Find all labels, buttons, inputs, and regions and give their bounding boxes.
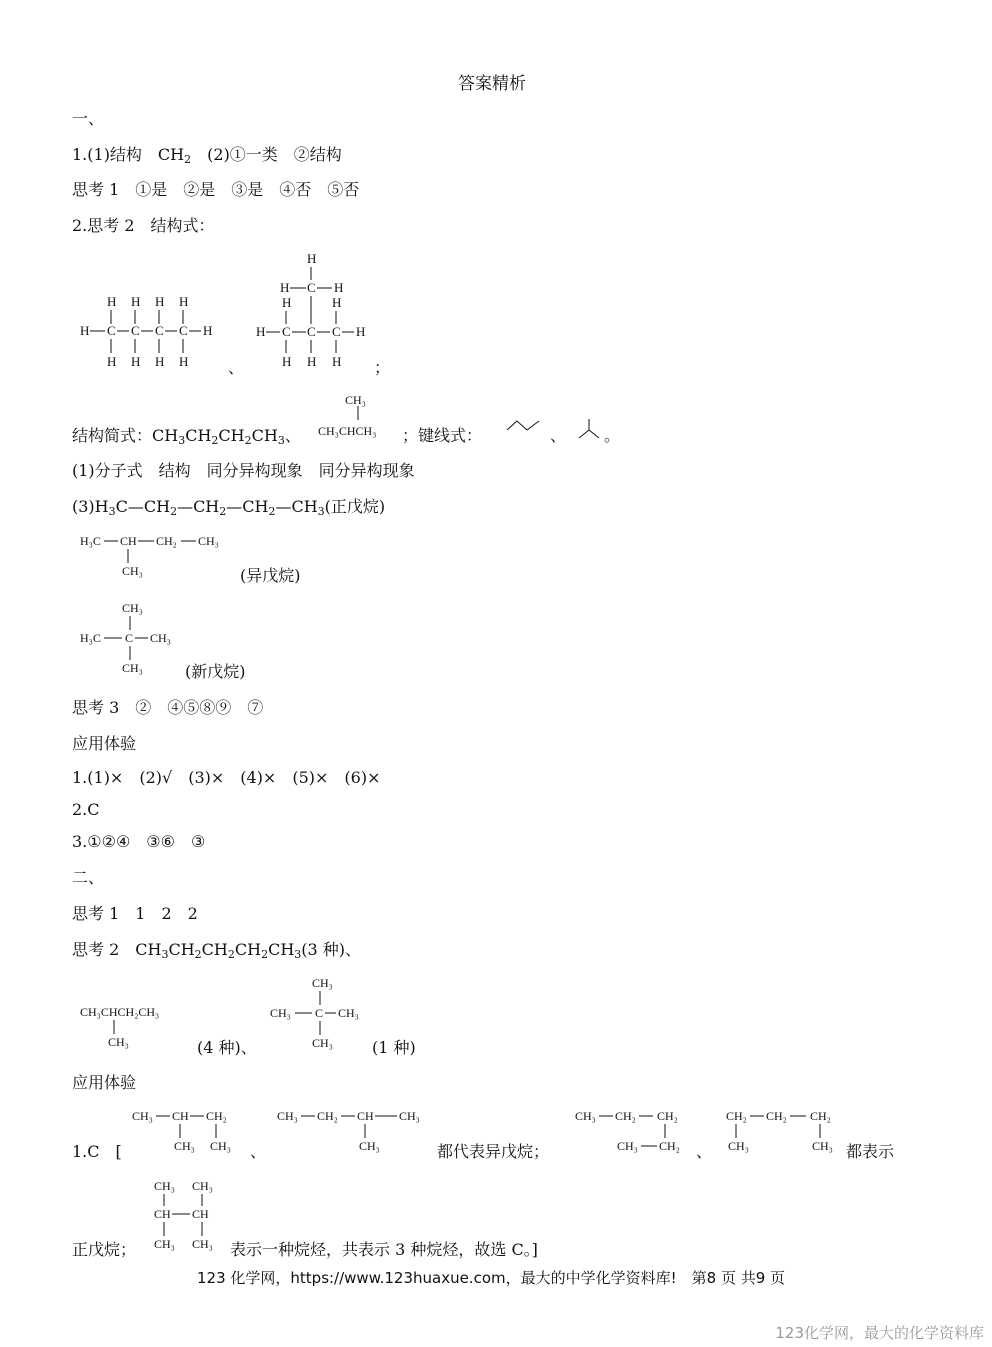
- s2-application-heading: 应用体验: [72, 1073, 137, 1092]
- svg-text:CH₂: CH₂: [726, 1109, 747, 1123]
- svg-text:CH₂: CH₂: [615, 1109, 636, 1123]
- isobutane-condensed-top: CH₃: [345, 393, 366, 407]
- svg-text:H: H: [155, 354, 165, 369]
- svg-text:CH₃: CH₃: [338, 1006, 359, 1020]
- svg-text:H: H: [131, 354, 141, 369]
- neopentane-condensed: [268, 972, 378, 1052]
- answer-q3: $(3)H_3C—CH_2—CH_2—CH_2—CH_3$(正戊烷): [72, 497, 386, 518]
- think-1: 思考 1 ①是 ②是 ③是 ④否 ⑤否: [72, 180, 360, 199]
- svg-text:H: H: [179, 294, 189, 309]
- svg-text:H: H: [282, 295, 292, 310]
- separator: ；: [374, 358, 391, 377]
- isopentane-conclusion: 都代表异戊烷；: [437, 1142, 550, 1161]
- svg-text:H: H: [179, 354, 189, 369]
- svg-text:H: H: [107, 294, 117, 309]
- svg-text:CH₂: CH₂: [810, 1109, 831, 1123]
- svg-text:CH₃: CH₃: [359, 1139, 380, 1153]
- svg-text:H: H: [203, 323, 213, 338]
- isopentane-structure: [78, 530, 238, 580]
- svg-text:H: H: [155, 294, 165, 309]
- svg-text:CH₂: CH₂: [766, 1109, 787, 1123]
- think-2: 2.思考 2 结构式：: [72, 216, 215, 235]
- svg-text:CH₃: CH₃: [312, 1036, 333, 1050]
- svg-text:H: H: [131, 294, 141, 309]
- svg-text:CH₃: CH₃: [728, 1139, 749, 1153]
- n-butane-skeletal: [505, 418, 541, 434]
- application-answer-2: 2.C: [72, 800, 100, 819]
- svg-text:H₃C: H₃C: [80, 631, 101, 645]
- svg-text:CH₂: CH₂: [156, 534, 177, 548]
- svg-text:C: C: [315, 1006, 324, 1020]
- svg-text:H: H: [332, 295, 342, 310]
- answer-end: 表示一种烷烃，共表示 3 种烷烃，故选 C。]: [230, 1240, 538, 1259]
- svg-text:H: H: [282, 354, 292, 369]
- answer-q1: (1)分子式 结构 同分异构现象 同分异构现象: [72, 461, 415, 480]
- isobutane-structural-formula: [250, 250, 380, 370]
- svg-text:H: H: [307, 354, 317, 369]
- isobutane-condensed-main: CH₃CHCH₃: [318, 424, 377, 438]
- svg-text:H: H: [356, 324, 366, 339]
- section-one-heading: 一、: [72, 109, 105, 128]
- s2-think-2: 思考 2 $CH_3CH_2CH_2CH_2CH_3(3$ 种)、: [72, 940, 362, 961]
- svg-text:CH₃: CH₃: [174, 1139, 195, 1153]
- isopentane-label: (异戊烷): [240, 566, 301, 585]
- svg-text:CH: CH: [172, 1109, 189, 1123]
- n-pentane-variant-1: [573, 1102, 693, 1157]
- n-butane-structural-formula: [75, 290, 225, 370]
- svg-text:C: C: [307, 324, 316, 339]
- think-3: 思考 3 ② ④⑤⑧⑨ ⑦: [72, 698, 264, 717]
- separator: 、: [696, 1142, 713, 1161]
- svg-text:CH: CH: [192, 1207, 209, 1221]
- watermark: 123化学网，最大的化学资料库: [775, 1324, 984, 1342]
- svg-text:C: C: [179, 323, 188, 338]
- page-title: 答案精析: [458, 74, 526, 94]
- svg-text:CH: CH: [154, 1207, 171, 1221]
- neopentane-label: (新戊烷): [185, 662, 246, 681]
- svg-text:CH₃: CH₃: [812, 1139, 833, 1153]
- separator: 、: [228, 358, 245, 377]
- skeletal-label: ；键线式：: [402, 426, 483, 445]
- svg-text:CH₃: CH₃: [210, 1139, 231, 1153]
- svg-text:CH₃: CH₃: [154, 1179, 175, 1193]
- svg-text:H₃C: H₃C: [80, 534, 101, 548]
- n-pentane-variant-2: [724, 1102, 844, 1157]
- separator: 、: [250, 1142, 267, 1161]
- svg-text:H: H: [107, 354, 117, 369]
- svg-text:CH₃: CH₃: [122, 601, 143, 615]
- svg-text:C: C: [131, 323, 140, 338]
- svg-text:C: C: [125, 631, 134, 645]
- svg-text:CH₃: CH₃: [399, 1109, 420, 1123]
- svg-text:CH₃: CH₃: [192, 1237, 213, 1251]
- svg-text:C: C: [307, 280, 316, 295]
- isopentane-variant-3: [150, 1172, 230, 1257]
- svg-text:CH₂: CH₂: [657, 1109, 678, 1123]
- svg-text:CH₃: CH₃: [192, 1179, 213, 1193]
- svg-text:C: C: [107, 323, 116, 338]
- svg-text:CH₃: CH₃: [617, 1139, 638, 1153]
- s2-answer-prefix: 1.C [: [72, 1142, 122, 1161]
- answer-line-1: 1.(1)结构 $CH_2$ (2)①一类 ②结构: [72, 145, 342, 166]
- svg-text:CH₂: CH₂: [659, 1139, 680, 1153]
- svg-text:H: H: [256, 324, 266, 339]
- svg-text:CH: CH: [357, 1109, 374, 1123]
- svg-text:CH₃: CH₃: [150, 631, 171, 645]
- neopentane-structure: [78, 598, 188, 678]
- svg-text:C: C: [282, 324, 291, 339]
- isopentane-condensed: [78, 1000, 198, 1050]
- svg-text:CH₃: CH₃: [198, 534, 219, 548]
- svg-text:CH₃: CH₃: [132, 1109, 153, 1123]
- svg-text:CH₃: CH₃: [154, 1237, 175, 1251]
- svg-text:CH₃: CH₃: [270, 1006, 291, 1020]
- svg-text:CH₃: CH₃: [575, 1109, 596, 1123]
- isopentane-variant-2: [275, 1102, 435, 1157]
- svg-text:CH: CH: [120, 534, 137, 548]
- application-heading: 应用体验: [72, 734, 137, 753]
- isopentane-count: (4 种)、: [197, 1038, 257, 1057]
- section-two-heading: 二、: [72, 868, 105, 887]
- isobutane-skeletal: [576, 418, 602, 440]
- svg-text:CH₂: CH₂: [317, 1109, 338, 1123]
- svg-text:H: H: [307, 251, 317, 266]
- svg-text:H: H: [332, 354, 342, 369]
- svg-text:CH₃: CH₃: [277, 1109, 298, 1123]
- svg-text:C: C: [155, 323, 164, 338]
- svg-text:CH₃CHCH₂CH₃: CH₃CHCH₂CH₃: [80, 1005, 160, 1019]
- n-pentane-conclusion: 都表示: [846, 1142, 895, 1161]
- svg-text:CH₃: CH₃: [108, 1035, 129, 1049]
- svg-text:H: H: [80, 323, 90, 338]
- period: 。: [604, 426, 621, 445]
- svg-text:CH₂: CH₂: [206, 1109, 227, 1123]
- separator: 、: [550, 426, 567, 445]
- svg-text:CH₃: CH₃: [122, 564, 143, 578]
- s2-think-1: 思考 1 1 2 2: [72, 904, 198, 923]
- application-answer-3: 3.①②④ ③⑥ ③: [72, 832, 206, 851]
- application-answer-1: 1.(1)× (2)√ (3)× (4)× (5)× (6)×: [72, 768, 381, 787]
- neopentane-count: (1 种): [372, 1038, 416, 1057]
- page-footer: 123 化学网，https://www.123huaxue.com，最大的中学化学资料库! 第8 页 共9 页: [197, 1269, 786, 1287]
- isopentane-variant-1: [130, 1102, 250, 1157]
- n-pentane-conclusion-2: 正戊烷；: [72, 1240, 137, 1259]
- condensed-formula-line: 结构简式：$CH_3CH_2CH_2CH_3$、: [72, 426, 301, 447]
- svg-text:C: C: [332, 324, 341, 339]
- svg-text:H: H: [280, 280, 290, 295]
- svg-text:H: H: [334, 280, 344, 295]
- svg-text:CH₃: CH₃: [312, 976, 333, 990]
- svg-text:CH₃: CH₃: [122, 661, 143, 675]
